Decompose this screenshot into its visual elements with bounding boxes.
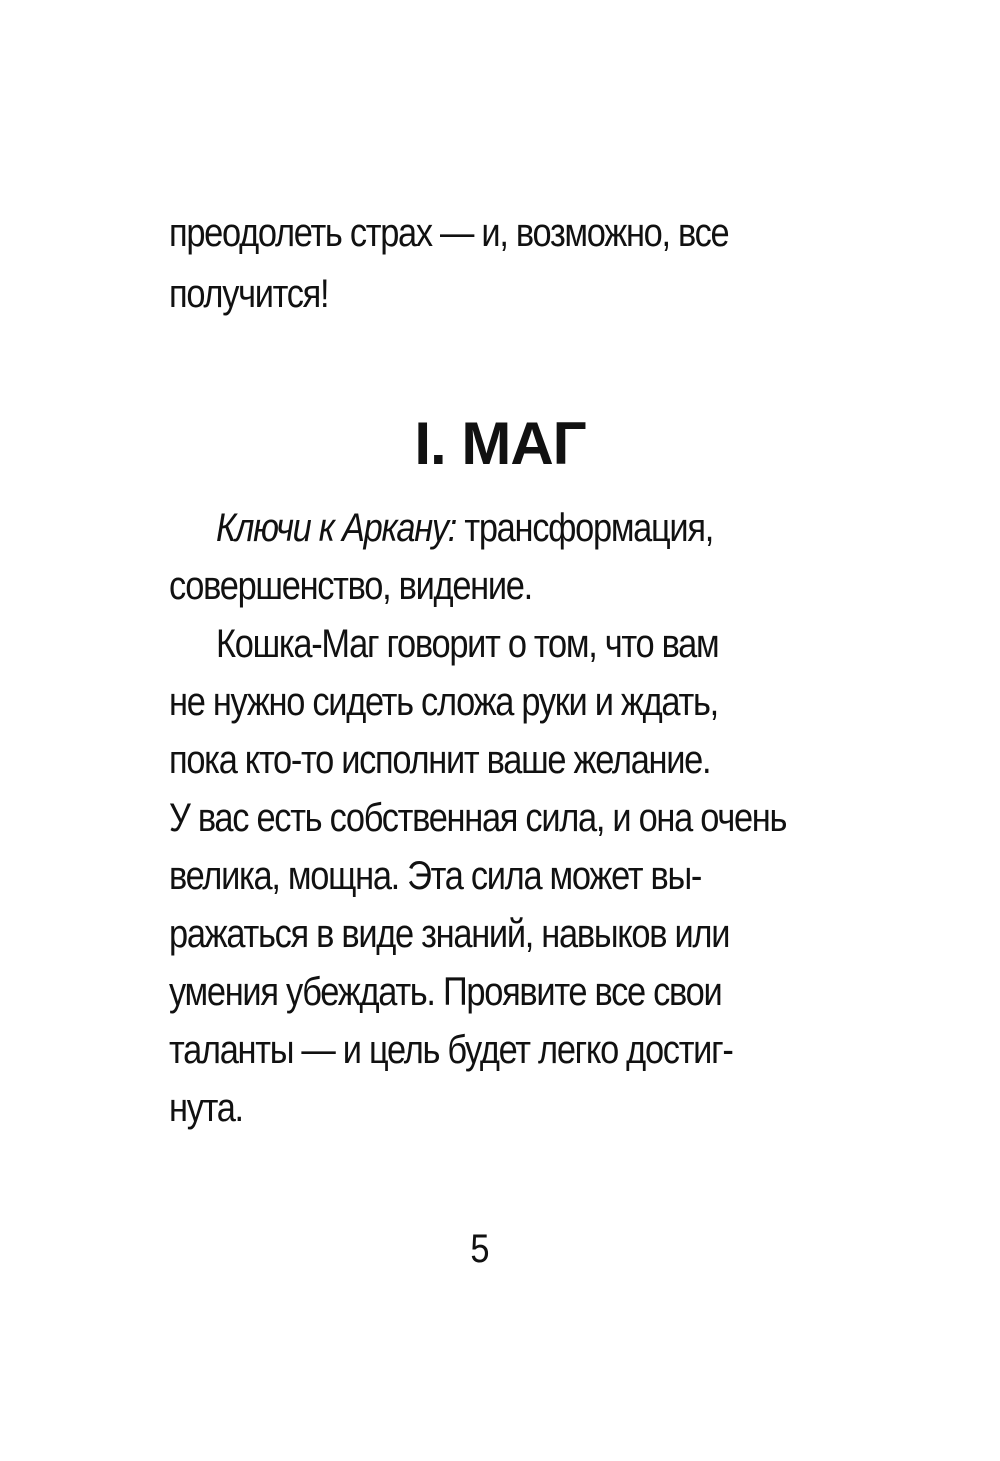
- page-number: 5: [470, 1227, 490, 1271]
- section-title: I. МАГ: [414, 410, 586, 477]
- body-line: не нужно сидеть сложа руки и ждать,: [169, 680, 718, 724]
- body-line: Кошка-Маг говорит о том, что вам: [216, 622, 719, 666]
- body-line: нута.: [169, 1086, 243, 1130]
- keys-rest: трансформация,: [456, 506, 713, 550]
- body-line: пока кто-то исполнит ваше желание.: [169, 738, 711, 782]
- body-line: умения убеждать. Проявите все свои: [169, 970, 722, 1014]
- continuation-line: получится!: [169, 272, 329, 316]
- keys-line: [216, 504, 746, 552]
- body-line: таланты — и цель будет легко достиг-: [169, 1028, 733, 1072]
- keys-lead: Ключи к Аркану:: [216, 506, 457, 550]
- body-line: У вас есть собственная сила, и она очень: [169, 796, 787, 840]
- body-line: велика, мощна. Эта сила может вы-: [169, 854, 702, 898]
- keys-line: совершенство, видение.: [169, 564, 532, 608]
- continuation-line: преодолеть страх — и, возможно, все: [169, 211, 729, 255]
- body-line: ражаться в виде знаний, навыков или: [169, 912, 730, 956]
